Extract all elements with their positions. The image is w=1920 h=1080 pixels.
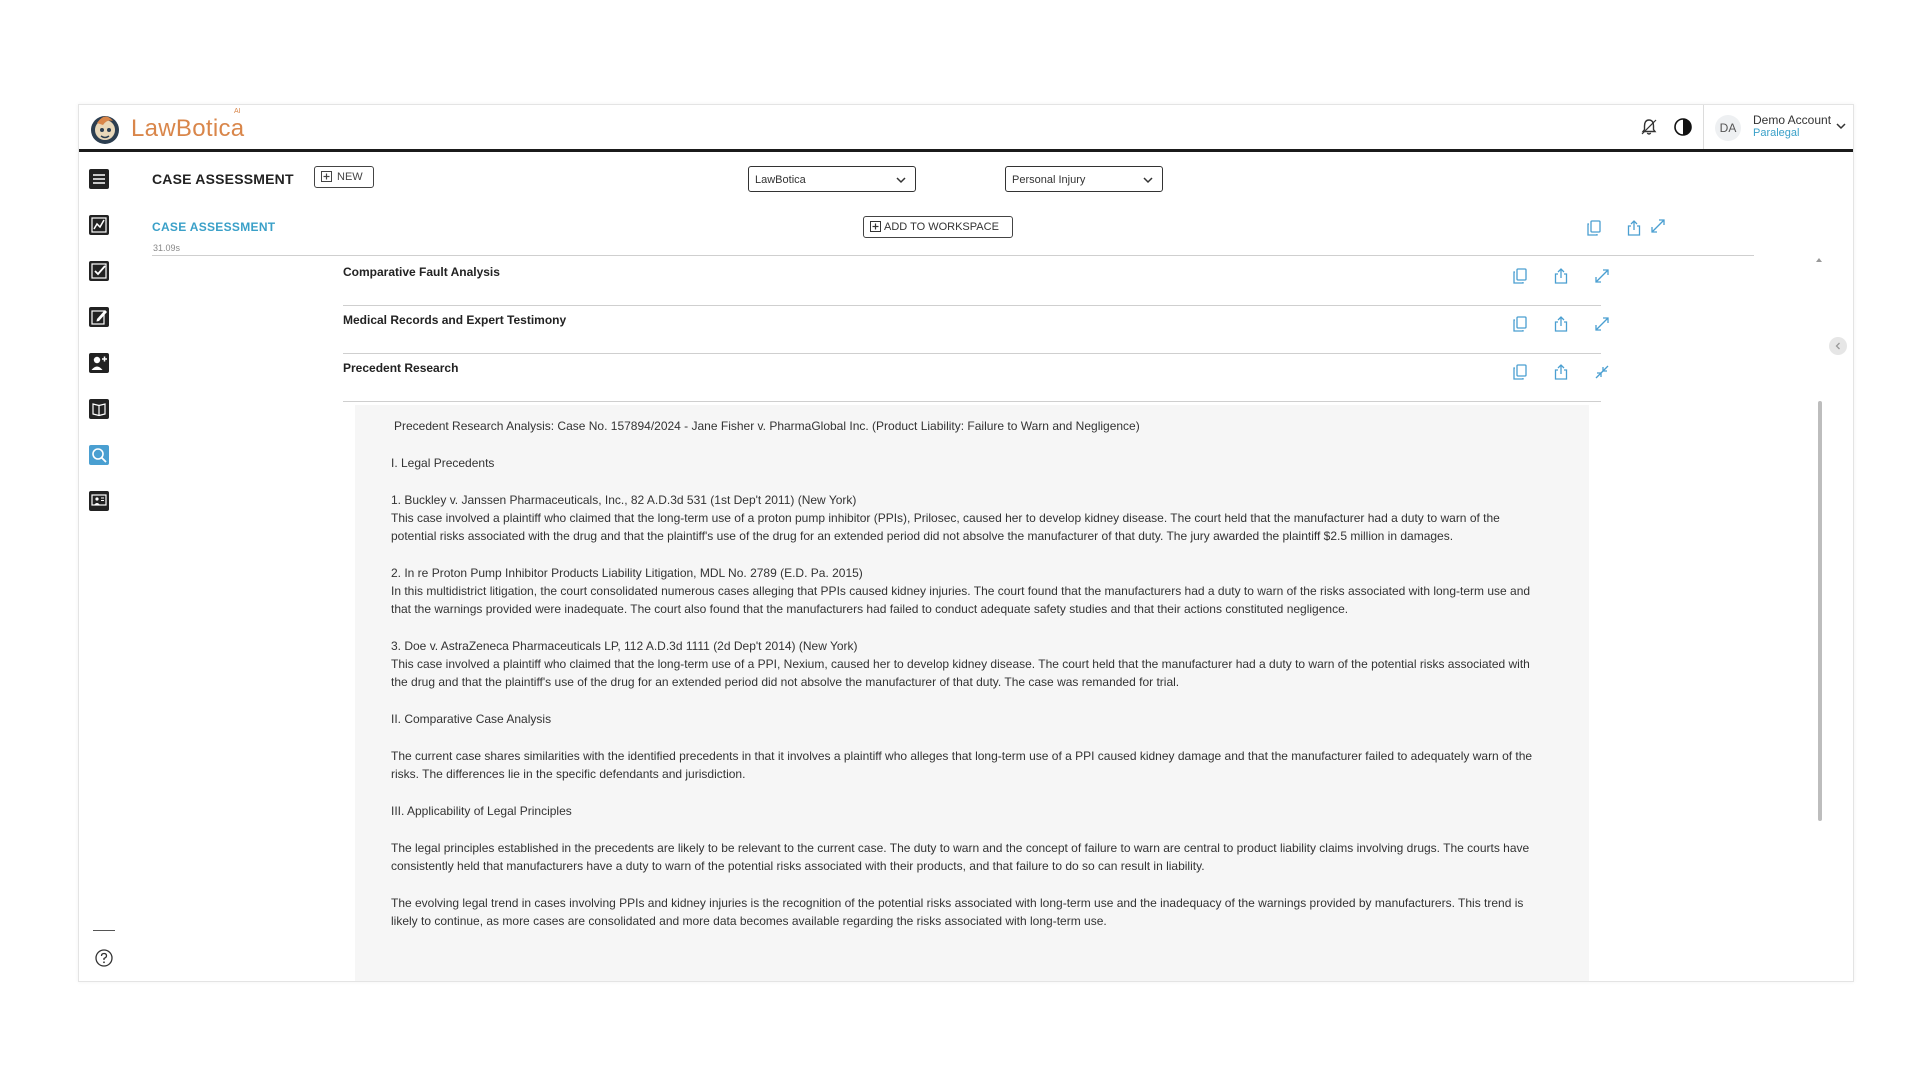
add-to-workspace-button[interactable] bbox=[863, 216, 1013, 238]
content-text bbox=[391, 417, 1541, 949]
theme-toggle-icon[interactable] bbox=[1673, 117, 1693, 137]
share-icon[interactable] bbox=[1552, 315, 1570, 333]
account-role: Paralegal bbox=[1753, 127, 1800, 139]
add-client-icon[interactable] bbox=[86, 350, 112, 376]
section-title[interactable]: Medical Records and Expert Testimony bbox=[343, 313, 567, 327]
copy-icon[interactable] bbox=[1585, 219, 1603, 237]
copy-icon[interactable] bbox=[1511, 315, 1529, 333]
case-type-select-value: Personal Injury bbox=[1012, 174, 1086, 186]
avatar[interactable]: DA bbox=[1715, 115, 1741, 141]
add-to-workspace-label: ADD TO WORKSPACE bbox=[884, 221, 999, 233]
content-paragraph: The legal principles established in the precedents are likely to be relevant to the current case. The duty to warn and the concept of failure to warn are central to product liability claims involving drugs. The courts have consistently held that manufacturers have a duty to warn of the potential risks associated with their products, and that failure to do so can result in liability. bbox=[391, 841, 1530, 873]
share-icon[interactable] bbox=[1625, 219, 1643, 237]
section-row-comparative-fault[interactable] bbox=[343, 257, 1601, 306]
expand-icon[interactable] bbox=[1649, 217, 1667, 235]
section-title[interactable]: Comparative Fault Analysis bbox=[343, 265, 500, 279]
chevron-down-icon bbox=[1142, 175, 1154, 185]
share-icon[interactable] bbox=[1552, 363, 1570, 381]
section-row-precedent-research[interactable] bbox=[343, 353, 1601, 402]
sidebar bbox=[79, 152, 121, 980]
precedent-research-content bbox=[355, 405, 1589, 981]
analytics-icon[interactable] bbox=[86, 212, 112, 238]
content-section-heading: I. Legal Precedents bbox=[391, 456, 495, 470]
app-window bbox=[78, 104, 1854, 982]
plus-square-icon bbox=[870, 221, 881, 232]
sidebar-divider bbox=[93, 930, 115, 931]
expand-icon[interactable] bbox=[1593, 267, 1611, 285]
case-type-select[interactable] bbox=[1005, 166, 1163, 192]
presentation-icon[interactable] bbox=[86, 488, 112, 514]
chevron-down-icon bbox=[895, 175, 907, 185]
tasks-icon[interactable] bbox=[86, 258, 112, 284]
content-heading: Precedent Research Analysis: Case No. 157894/2024 - Jane Fisher v. PharmaGlobal Inc. (Product Liability: Failure to Warn and Negligence) bbox=[394, 419, 1140, 433]
chevron-down-icon[interactable] bbox=[1834, 119, 1848, 133]
model-select[interactable] bbox=[748, 166, 916, 192]
chevron-left-icon bbox=[1833, 341, 1843, 351]
help-icon[interactable] bbox=[94, 948, 114, 968]
bell-icon[interactable] bbox=[1639, 117, 1659, 137]
edit-document-icon[interactable] bbox=[86, 304, 112, 330]
new-button-label: NEW bbox=[337, 171, 363, 183]
menu-icon[interactable] bbox=[86, 166, 112, 192]
lawbotica-logo-icon bbox=[89, 109, 121, 147]
section-row-medical-records[interactable] bbox=[343, 305, 1601, 354]
page-title: CASE ASSESSMENT bbox=[152, 171, 294, 187]
library-icon[interactable] bbox=[86, 396, 112, 422]
plus-square-icon bbox=[321, 171, 332, 182]
case-assessment-icon[interactable] bbox=[86, 442, 112, 468]
content-paragraph: 3. Doe v. AstraZeneca Pharmaceuticals LP, 112 A.D.3d 1111 (2d Dep't 2014) (New York) This case involved a plaintiff who claimed that the long-term use of a PPI, Nexium, caused her to develop kidney disease. The court held that the manufacturer had a duty to warn of the potential risks associated with the drug and that the plaintiff's use of the drug for an extended period did not absolve the manufacturer of that duty. The case was remanded for trial. bbox=[391, 639, 1530, 689]
brand-superscript: AI bbox=[234, 108, 241, 115]
panel-collapse-handle[interactable] bbox=[1829, 337, 1847, 355]
content-paragraph: 1. Buckley v. Janssen Pharmaceuticals, Inc., 82 A.D.3d 531 (1st Dep't 2011) (New York) This case involved a plaintiff who claimed that the long-term use of a proton pump inhibitor (PPIs), Prilosec, caused her to develop kidney disease. The court held that the manufacturer had a duty to warn of the potential risks associated with the drug and that the plaintiff's use of the drug for an extended period did not absolve the manufacturer of that duty. The jury awarded the plaintiff $2.5 million in damages. bbox=[391, 493, 1500, 543]
copy-icon[interactable] bbox=[1511, 363, 1529, 381]
content-section-heading: II. Comparative Case Analysis bbox=[391, 712, 552, 726]
content-paragraph: The current case shares similarities with the identified precedents in that it involves a plaintiff who alleges that long-term use of a PPI caused kidney damage and that the manufacturer failed to adequately warn of the risks. The differences lie in the specific defendants and jurisdiction. bbox=[391, 749, 1533, 781]
content-paragraph: 2. In re Proton Pump Inhibitor Products Liability Litigation, MDL No. 2789 (E.D. Pa. 2015) In this multidistrict litigation, the court consolidated numerous cases alleging that PPIs caused kidney injuries. The court found that the manufacturers had a duty to warn of the risks associated with long-term use and that the warnings provided were inadequate. The court also found that the manufacturers had failed to conduct adequate safety studies and that their actions constituted negligence. bbox=[391, 566, 1531, 616]
header-divider-line bbox=[152, 255, 1754, 256]
elapsed-time: 31.09s bbox=[153, 243, 181, 253]
top-bar bbox=[79, 105, 1853, 152]
section-title[interactable]: Precedent Research bbox=[343, 361, 459, 375]
share-icon[interactable] bbox=[1552, 267, 1570, 285]
content-section-heading: III. Applicability of Legal Principles bbox=[391, 804, 572, 818]
header-divider bbox=[1703, 105, 1704, 149]
account-name[interactable]: Demo Account bbox=[1753, 113, 1832, 127]
model-select-value: LawBotica bbox=[755, 174, 806, 186]
scroll-up-arrow-icon[interactable] bbox=[1816, 257, 1822, 263]
collapse-icon[interactable] bbox=[1593, 363, 1611, 381]
copy-icon[interactable] bbox=[1511, 267, 1529, 285]
scrollbar-thumb[interactable] bbox=[1818, 401, 1822, 821]
expand-icon[interactable] bbox=[1593, 315, 1611, 333]
brand-name: LawBotica bbox=[131, 115, 245, 142]
new-button[interactable] bbox=[314, 166, 374, 188]
content-paragraph: The evolving legal trend in cases involving PPIs and kidney injuries is the recognition of the potential risks associated with long-term use and the inadequacy of the warnings provided by manufacturers. This trend is likely to continue, as more cases are consolidated and more data becomes available regarding the risks associated with long-term use. bbox=[391, 896, 1524, 928]
section-header-title[interactable]: CASE ASSESSMENT bbox=[152, 220, 276, 234]
